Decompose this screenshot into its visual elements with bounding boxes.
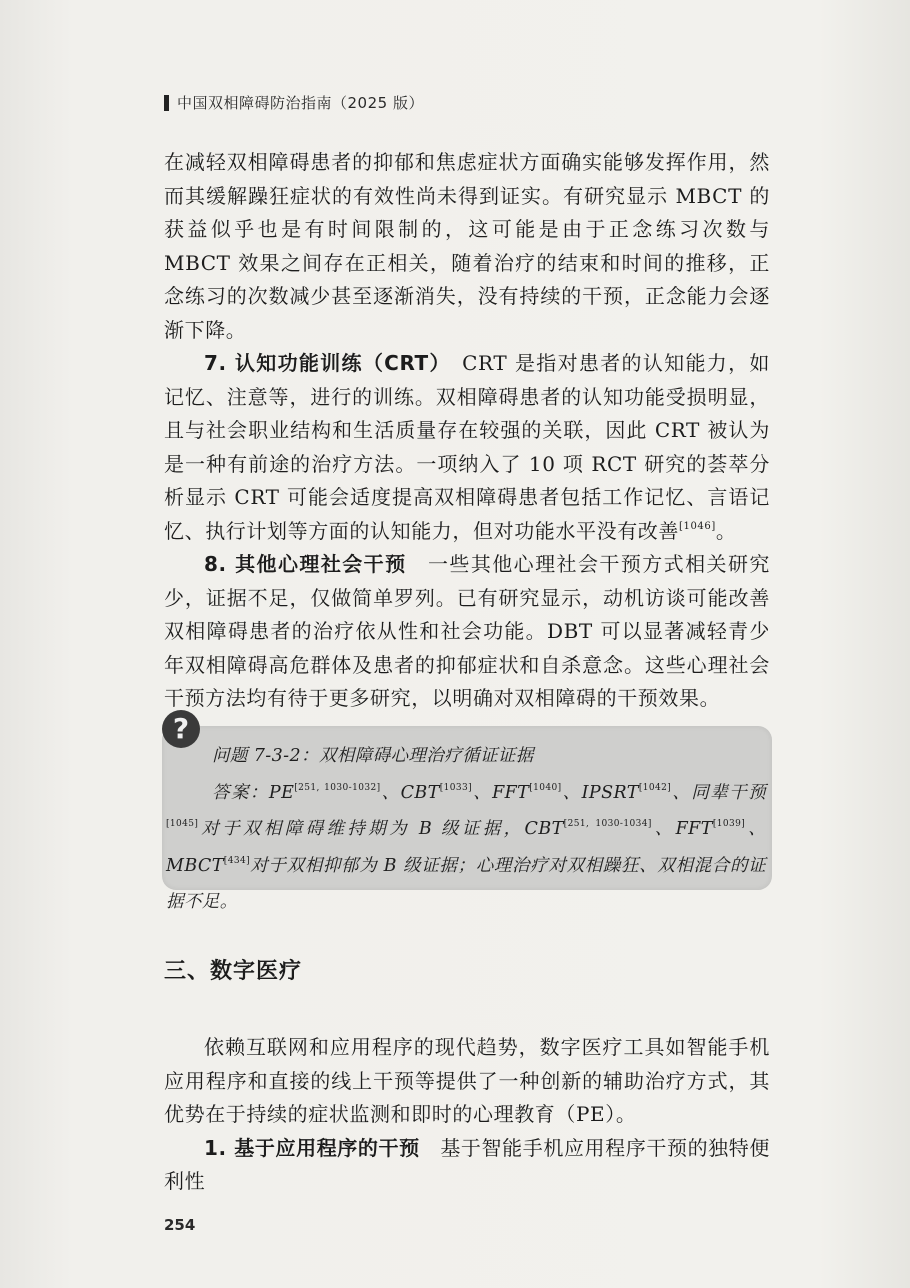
app-body: 基于智能手机应用程序干预的独特便利性 [164,1135,770,1193]
running-title: 中国双相障碍防治指南（2025 版） [177,94,424,112]
qa-content [166,738,766,921]
crt-body: CRT 是指对患者的认知能力，如记忆、注意等，进行的训练。双相障碍患者的认知功能受损明显，且与社会职业结构和生活质量存在较强的关联，因此 CRT 被认为是一种有前途的治疗方法。一项纳入了 10 项 RCT 研究的荟萃分析显示 CRT 可能会适度提高双相障碍患者包括工作记忆、言语记忆、执行计划等方面的认知能力，但对功能水平没有改善 [164,351,770,543]
qa-maintenance-text: 对于双相障碍维持期为 B 级证据， [198,819,525,839]
paragraph-app-intervention [164,1132,770,1199]
other-title: 8. 其他心理社会干预 [204,552,407,576]
maintenance-item-reference: [1045] [166,819,199,829]
maintenance-item-separator: 、 [380,782,401,803]
crt-title: 7. 认知功能训练（CRT） [204,351,441,375]
question-mark-icon: ? [162,710,200,748]
maintenance-item-name: FFT [492,782,530,803]
page-number: 254 [164,1216,196,1234]
depression-item-name: CBT [524,819,564,839]
maintenance-item-separator: 、 [472,782,493,803]
crt-reference: [1046] [679,520,716,532]
maintenance-item-name: 同辈干预 [691,782,767,803]
body-text-bottom [164,1031,770,1199]
maintenance-item-reference: [251, 1030-1032] [294,782,381,793]
paragraph-other-interventions [164,548,770,716]
depression-item-name: FFT [675,819,713,839]
crt-end: 。 [715,518,737,543]
qa-answer [166,775,766,921]
maintenance-item-separator: 、 [671,782,692,803]
maintenance-item-name: CBT [400,782,440,803]
body-text-top [164,146,770,716]
paragraph-crt [164,347,770,548]
depression-item-reference: [251, 1030-1034] [563,819,652,829]
qa-title: 问题 7-3-2：双相障碍心理治疗循证证据 [212,746,534,766]
maintenance-item-reference: [1033] [439,782,473,793]
paragraph-digital-intro: 依赖互联网和应用程序的现代趋势，数字医疗工具如智能手机应用程序和直接的线上干预等提供了一种创新的辅助治疗方式，其优势在于持续的症状监测和即时的心理教育（PE）。 [164,1035,770,1126]
qa-depression-text: 对于双相抑郁为 B 级证据；心理治疗对双相躁狂、双相混合的证据不足。 [166,855,766,912]
paragraph-mbct: 在减轻双相障碍患者的抑郁和焦虑症状方面确实能够发挥作用，然而其缓解躁狂症状的有效性尚未得到证实。有研究显示 MBCT 的获益似乎也是有时间限制的，这可能是由于正念练习次数与 MBCT 效果之间存在正相关，随着治疗的结束和时间的推移，正念练习的次数减少甚至逐渐消失，没有持续的干预，正念能力会逐渐下降。 [164,150,770,342]
depression-item-separator: 、 [745,819,767,839]
maintenance-item-reference: [1042] [638,782,672,793]
maintenance-item-separator: 、 [561,782,582,803]
section-heading: 三、数字医疗 [164,959,303,984]
maintenance-item-reference: [1040] [529,782,562,793]
app-title: 1. 基于应用程序的干预 [204,1135,420,1160]
maintenance-item-name: PE [268,782,295,803]
depression-item-reference: [434] [223,855,250,866]
maintenance-item-name: IPSRT [581,782,639,803]
header-bar-icon [164,95,169,111]
running-header [164,92,424,113]
other-body: 一些其他心理社会干预方式相关研究少，证据不足，仅做简单罗列。已有研究显示，动机访谈可能改善双相障碍患者的治疗依从性和社会功能。DBT 可以显著减轻青少年双相障碍高危群体及患者的抑郁症状和自杀意念。这些心理社会干预方法均有待于更多研究，以明确对双相障碍的干预效果。 [164,552,770,710]
depression-item-name: MBCT [166,855,224,876]
depression-item-separator: 、 [651,819,676,839]
qa-answer-label: 答案： [212,782,269,803]
depression-item-reference: [1039] [712,819,746,829]
